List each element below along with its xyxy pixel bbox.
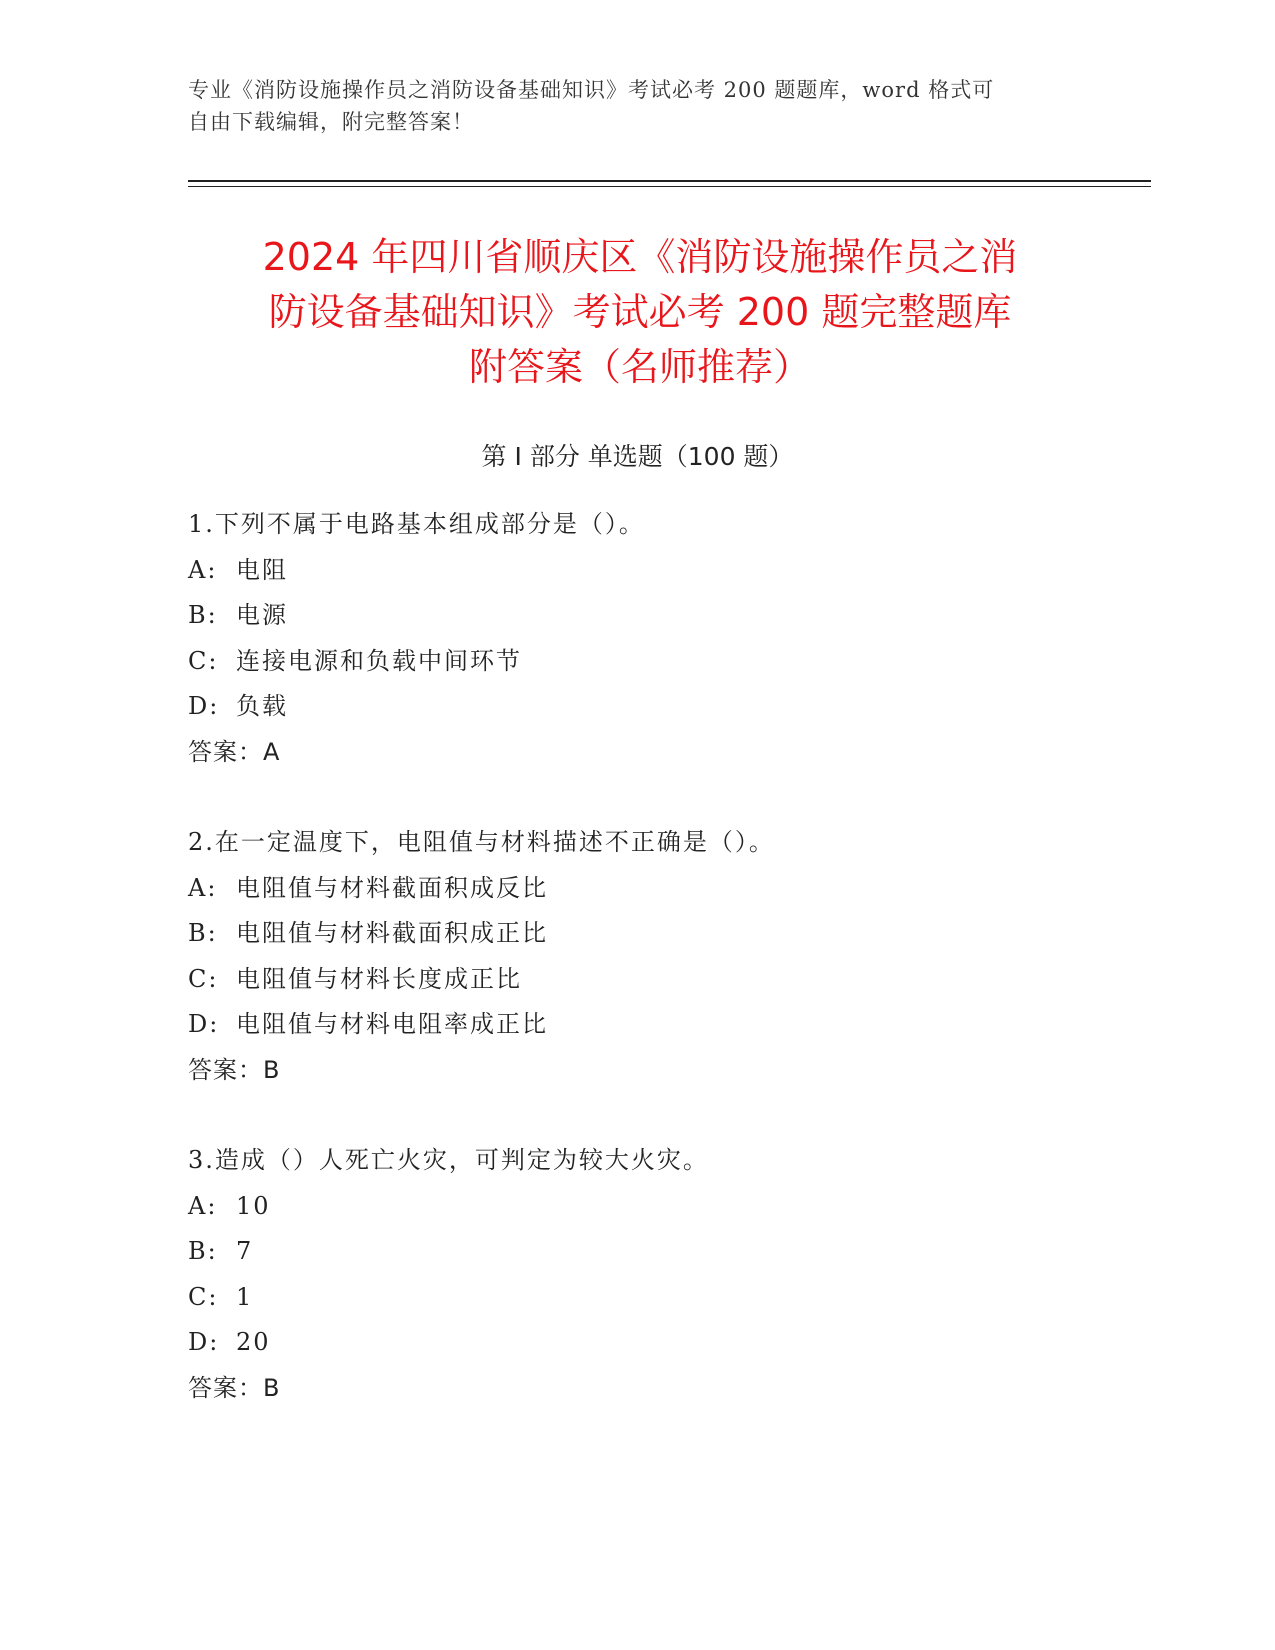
answer-line: 答案：A: [188, 737, 281, 766]
option-text: 1: [236, 1282, 254, 1311]
option-letter: C:: [188, 646, 219, 675]
option-letter: C:: [188, 1282, 219, 1311]
header-note-line-2: 自由下载编辑，附完整答案！: [188, 110, 474, 134]
answer-line: 答案：B: [188, 1373, 281, 1402]
header-divider-thick: [188, 180, 1151, 182]
option-letter: B:: [188, 601, 218, 629]
option-b: [188, 593, 1088, 639]
option-d: [188, 684, 1088, 730]
option-letter: C:: [188, 964, 219, 993]
document-title-line-1: 2024 年四川省顺庆区《消防设施操作员之消: [262, 235, 1018, 279]
option-letter: B:: [188, 1237, 218, 1265]
option-letter: D:: [188, 1328, 220, 1356]
option-letter: B:: [188, 919, 218, 947]
option-text: 电阻值与材料长度成正比: [236, 964, 522, 993]
option-text: 10: [236, 1191, 271, 1220]
option-letter: A:: [188, 555, 218, 584]
option-text: 负载: [236, 692, 288, 720]
option-a: [188, 866, 1088, 912]
question-2: [188, 820, 1088, 1093]
option-a: [188, 1184, 1088, 1230]
option-c: [188, 1275, 1088, 1321]
document-title-line-2: 防设备基础知识》考试必考 200 题完整题库: [268, 290, 1012, 334]
question-stem: 2.在一定温度下，电阻值与材料描述不正确是（）。: [188, 828, 775, 856]
answer-line: 答案：B: [188, 1055, 281, 1084]
option-letter: A:: [188, 1191, 218, 1220]
question-stem: 1.下列不属于电路基本组成部分是（）。: [188, 510, 645, 538]
option-text: 电阻值与材料电阻率成正比: [236, 1010, 548, 1038]
header-note-line-1: 专业《消防设施操作员之消防设备基础知识》考试必考 200 题题库，word 格式可: [188, 78, 995, 102]
option-letter: D:: [188, 692, 220, 720]
document-title: [180, 230, 1100, 395]
option-text: 电阻值与材料截面积成正比: [236, 919, 548, 947]
option-c: [188, 957, 1088, 1003]
section-heading: 第 I 部分 单选题（100 题）: [481, 442, 794, 471]
option-text: 连接电源和负载中间环节: [236, 646, 522, 675]
option-c: [188, 639, 1088, 685]
header-note: [188, 74, 1088, 138]
document-title-line-3: 附答案（名师推荐）: [468, 345, 811, 389]
question-3: [188, 1138, 1088, 1411]
question-1: [188, 502, 1088, 775]
option-b: [188, 911, 1088, 957]
option-text: 7: [236, 1237, 254, 1265]
option-letter: D:: [188, 1010, 220, 1038]
question-stem: 3.造成（）人死亡火灾，可判定为较大火灾。: [188, 1146, 709, 1174]
option-text: 20: [236, 1328, 271, 1356]
option-text: 电阻值与材料截面积成反比: [236, 873, 548, 902]
option-d: [188, 1002, 1088, 1048]
option-d: [188, 1320, 1088, 1366]
header-divider-thin: [188, 186, 1151, 187]
option-text: 电源: [236, 601, 288, 629]
option-letter: A:: [188, 873, 218, 902]
option-a: [188, 548, 1088, 594]
option-b: [188, 1229, 1088, 1275]
option-text: 电阻: [236, 555, 288, 584]
